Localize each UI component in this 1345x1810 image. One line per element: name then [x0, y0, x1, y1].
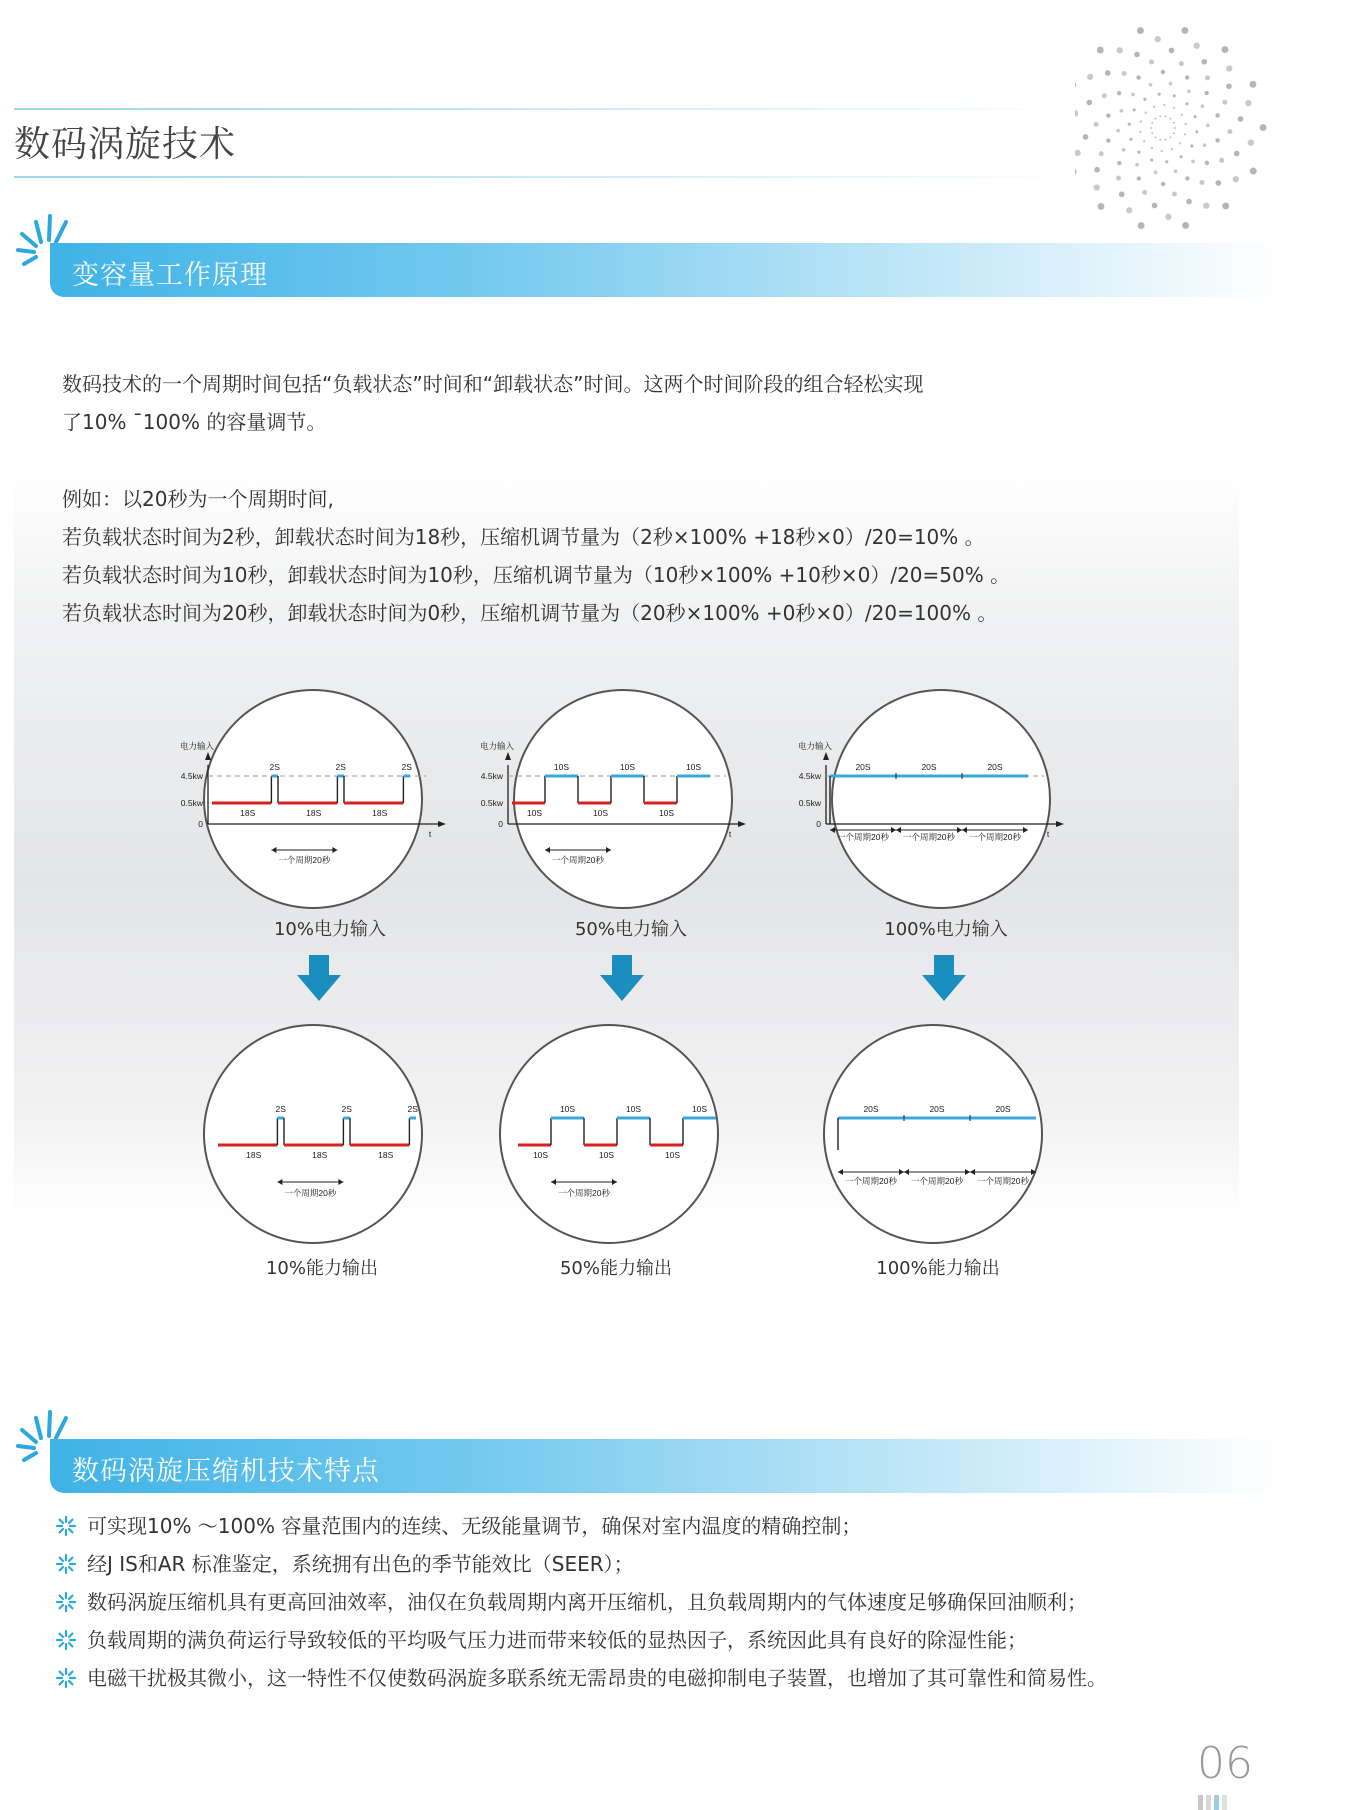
- swirl-dot: [1154, 171, 1158, 175]
- swirl-dot: [1136, 75, 1140, 79]
- t-label: t: [428, 829, 432, 839]
- snowflake-bullet-icon: [55, 1591, 77, 1613]
- y-axis-arrowhead: [505, 752, 511, 760]
- y-axis-label: 电力输入: [180, 741, 215, 751]
- swirl-dot: [1153, 106, 1155, 108]
- swirl-dot: [1222, 100, 1227, 105]
- period-arrowhead: [830, 827, 835, 833]
- swirl-dot: [1106, 113, 1110, 117]
- unload-label: 18S: [306, 808, 322, 818]
- t-label: t: [728, 829, 732, 839]
- load-label: 2S: [401, 762, 412, 772]
- unload-label: 10S: [658, 808, 675, 818]
- y-tick-low: 0.5kw: [180, 798, 203, 808]
- swirl-dot: [1205, 75, 1210, 80]
- swirl-dot: [1194, 115, 1197, 118]
- load-label: 10S: [691, 1104, 708, 1114]
- swirl-dot: [1145, 111, 1147, 113]
- unload-label: 10S: [532, 1150, 549, 1160]
- swirl-dot: [1206, 124, 1210, 128]
- swirl-dot: [1075, 82, 1076, 89]
- period-label: 一个周期20秒: [911, 1176, 963, 1186]
- period-arrowhead: [1031, 1169, 1036, 1175]
- down-arrow-icon: [920, 955, 968, 1001]
- swirl-dot: [1249, 81, 1256, 88]
- load-label: 2S: [341, 1104, 352, 1114]
- swirl-dot: [1150, 127, 1152, 129]
- swirl-dot: [1097, 47, 1104, 54]
- intro-line-1: 数码技术的一个周期时间包括“负载状态”时间和“卸载状态”时间。这两个时间阶段的组合轻松实现: [62, 372, 924, 396]
- period-label: 一个周期20秒: [977, 1176, 1029, 1186]
- load-label: 10S: [619, 762, 636, 772]
- y-axis-arrowhead: [823, 752, 829, 760]
- swirl-dot: [1159, 115, 1161, 117]
- load-label: 2S: [275, 1104, 286, 1114]
- header-rule-top: [14, 108, 1064, 110]
- swirl-dot: [1149, 83, 1153, 87]
- swirl-dot: [1116, 129, 1120, 133]
- example-title: 例如：以20秒为一个周期时间,: [62, 487, 334, 511]
- swirl-dot: [1106, 138, 1110, 142]
- swirl-dot: [1075, 110, 1078, 116]
- snowflake-bullet-icon: [55, 1629, 77, 1651]
- swirl-dot: [1227, 129, 1232, 134]
- swirl-dot: [1185, 176, 1189, 180]
- swirl-dot: [1116, 176, 1121, 181]
- swirl-dot: [1129, 138, 1132, 141]
- swirl-dot: [1174, 169, 1178, 173]
- feature-item: [55, 1548, 634, 1577]
- swirl-dot: [1184, 123, 1186, 125]
- period-arrowhead: [277, 1179, 282, 1185]
- swirl-dot: [1151, 122, 1153, 124]
- swirl-dot: [1155, 118, 1157, 120]
- period-arrowhead: [606, 847, 611, 853]
- period-arrowhead: [899, 1169, 904, 1175]
- page-bars-decoration: [1198, 1795, 1238, 1810]
- swirl-dot: [1195, 130, 1198, 133]
- swirl-dot: [1086, 100, 1092, 106]
- unload-label: 18S: [246, 1150, 262, 1160]
- page-title: 数码涡旋技术: [14, 124, 237, 165]
- snowflake-bullet-icon: [55, 1667, 77, 1689]
- x-axis-arrowhead: [738, 821, 746, 827]
- unload-label: 10S: [592, 808, 609, 818]
- swirl-dot: [1219, 158, 1224, 163]
- swirl-dot: [1173, 122, 1175, 124]
- period-arrowhead: [838, 1169, 843, 1175]
- swirl-dot: [1174, 127, 1176, 129]
- input-caption-100: 100%电力输入: [884, 919, 1008, 940]
- swirl-dot: [1158, 93, 1161, 96]
- snowflake-bullet-icon: [55, 1515, 77, 1537]
- swirl-dot: [1150, 159, 1153, 162]
- feature-item: [55, 1624, 1027, 1653]
- swirl-dot: [1173, 107, 1175, 109]
- swirl-dot: [1215, 113, 1219, 117]
- swirl-dot: [1155, 36, 1161, 42]
- feature-item: [55, 1510, 861, 1539]
- input-diagrams: [0, 680, 1345, 920]
- swirl-dot: [1143, 98, 1146, 101]
- swirl-dot: [1238, 116, 1244, 122]
- unload-label: 18S: [378, 1150, 394, 1160]
- swirl-dot: [1094, 167, 1100, 173]
- feature-item: [55, 1586, 1087, 1615]
- swirl-dot: [1185, 75, 1189, 79]
- swirl-dot: [1143, 140, 1145, 142]
- swirl-dot: [1205, 161, 1209, 165]
- swirl-dot: [1149, 60, 1154, 65]
- y-tick-high: 4.5kw: [798, 771, 821, 781]
- swirl-dot: [1201, 59, 1207, 65]
- swirl-dot: [1120, 109, 1124, 113]
- swirl-dot: [1194, 43, 1200, 49]
- swirl-dot: [1131, 93, 1135, 97]
- swirl-dot: [1169, 82, 1173, 86]
- swirl-dot: [1102, 93, 1107, 98]
- unload-label: 18S: [372, 808, 388, 818]
- swirl-dot: [1135, 163, 1139, 167]
- load-label: 10S: [559, 1104, 576, 1114]
- unload-label: 18S: [312, 1150, 328, 1160]
- feature-text: 经J IS和AR 标准鉴定，系统拥有出色的季节能效比（SEER）；: [87, 1552, 634, 1576]
- period-arrowhead: [1023, 827, 1028, 833]
- period-arrowhead: [962, 827, 967, 833]
- load-label: 2S: [269, 762, 280, 772]
- swirl-dot: [1105, 70, 1111, 76]
- swirl-dot: [1165, 139, 1167, 141]
- output-caption-100: 100%能力输出: [876, 1258, 1000, 1279]
- swirl-dot: [1234, 151, 1240, 157]
- y-axis-label: 电力输入: [480, 741, 515, 751]
- unload-label: 10S: [598, 1150, 615, 1160]
- swirl-dot: [1205, 91, 1209, 95]
- swirl-dot: [1222, 202, 1229, 209]
- swirl-dot: [1161, 70, 1165, 74]
- unload-label: 10S: [664, 1150, 681, 1160]
- period-arrowhead: [904, 1169, 909, 1175]
- period-arrowhead: [271, 847, 276, 853]
- period-arrowhead: [612, 1179, 617, 1185]
- swirl-dot: [1165, 115, 1167, 117]
- section1-title: 变容量工作原理: [72, 260, 268, 291]
- period-arrowhead: [896, 827, 901, 833]
- swirl-dot: [1215, 138, 1219, 142]
- snowflake-bullet-icon: [55, 1553, 77, 1575]
- swirl-dot: [1181, 27, 1188, 34]
- swirl-dot: [1117, 47, 1123, 53]
- y-tick-low: 0.5kw: [480, 798, 503, 808]
- swirl-dot: [1165, 160, 1168, 163]
- y-tick-high: 4.5kw: [180, 771, 203, 781]
- feature-text: 电磁干扰极其微小，这一特性不仅使数码涡旋多联系统无需昂贵的电磁抑制电子装置，也增加了其可靠性和简易性。: [87, 1666, 1107, 1690]
- load-label: 20S: [855, 762, 871, 772]
- load-label: 20S: [995, 1104, 1011, 1114]
- y-tick-low: 0.5kw: [798, 798, 821, 808]
- swirl-dot: [1182, 222, 1189, 229]
- swirl-dot: [1139, 131, 1141, 133]
- swirl-dot: [1181, 113, 1183, 115]
- swirl-dot: [1137, 151, 1140, 154]
- swirl-dot: [1128, 123, 1131, 126]
- swirl-dot: [1122, 148, 1126, 152]
- period-arrowhead: [957, 827, 962, 833]
- load-label: 20S: [921, 762, 937, 772]
- swirl-dot: [1151, 147, 1153, 149]
- swirl-dot: [1233, 176, 1239, 182]
- swirl-dot: [1075, 150, 1081, 156]
- swirl-dot: [1170, 137, 1172, 139]
- swirl-dot: [1184, 133, 1186, 135]
- origin-label: 0: [498, 819, 503, 829]
- input-caption-50: 50%电力输入: [574, 919, 687, 940]
- swirl-decoration: [1075, 18, 1285, 248]
- swirl-dot: [1087, 74, 1093, 80]
- output-diagrams: [0, 1020, 1345, 1250]
- swirl-dot: [1203, 143, 1207, 147]
- swirl-dot: [1161, 182, 1165, 186]
- swirl-dot: [1119, 191, 1125, 197]
- period-label: 一个周期20秒: [969, 832, 1021, 842]
- swirl-dot: [1163, 104, 1165, 106]
- swirl-dot: [1185, 102, 1188, 105]
- swirl-dot: [1099, 151, 1104, 156]
- swirl-dot: [1222, 46, 1229, 53]
- load-label: 10S: [625, 1104, 642, 1114]
- swirl-dot: [1094, 122, 1099, 127]
- swirl-dot: [1152, 203, 1158, 209]
- output-caption-10: 10%能力输出: [265, 1258, 378, 1279]
- swirl-dot: [1199, 180, 1204, 185]
- output-caption-50: 50%能力输出: [559, 1258, 672, 1279]
- swirl-dot: [1138, 222, 1145, 229]
- swirl-dot: [1155, 137, 1157, 139]
- swirl-dot: [1151, 132, 1153, 134]
- header-rule-bottom: [14, 176, 1064, 178]
- swirl-dot: [1075, 168, 1077, 175]
- down-arrow-icon: [295, 955, 343, 1001]
- example-line-3: 若负载状态时间为20秒，卸载状态时间为0秒，压缩机调节量为（20秒×100% +0秒×0）/20=100% 。: [62, 601, 998, 625]
- example-line-2: 若负载状态时间为10秒，卸载状态时间为10秒，压缩机调节量为（10秒×100% +10秒×0）/20=50% 。: [62, 563, 1011, 587]
- unload-label: 18S: [240, 808, 256, 818]
- swirl-dot: [1179, 61, 1184, 66]
- swirl-dot: [1094, 184, 1100, 190]
- load-label: 20S: [987, 762, 1003, 772]
- swirl-dot: [1180, 155, 1183, 158]
- swirl-dot: [1260, 124, 1267, 131]
- swirl-dot: [1187, 89, 1191, 93]
- swirl-dot: [1191, 160, 1195, 164]
- swirl-dot: [1159, 139, 1161, 141]
- down-arrow-icon: [598, 955, 646, 1001]
- swirl-dot: [1186, 199, 1192, 205]
- period-label: 一个周期20秒: [284, 1188, 337, 1198]
- period-arrowhead: [965, 1169, 970, 1175]
- period-label: 一个周期20秒: [278, 855, 331, 865]
- swirl-dot: [1137, 27, 1144, 34]
- swirl-dot: [1133, 108, 1136, 111]
- intro-line-2: 了10% ¯100% 的容量调节。: [62, 410, 327, 434]
- swirl-dot: [1170, 118, 1172, 120]
- load-label: 20S: [929, 1104, 945, 1114]
- feature-text: 数码涡旋压缩机具有更高回油效率，油仅在负载周期内离开压缩机，且负载周期内的气体速度足够确保回油顺利；: [87, 1590, 1087, 1614]
- swirl-dot: [1172, 192, 1177, 197]
- period-label: 一个周期20秒: [845, 1176, 897, 1186]
- section2-title: 数码涡旋压缩机技术特点: [72, 1456, 380, 1487]
- y-axis-arrowhead: [205, 752, 211, 760]
- swirl-dot: [1201, 104, 1205, 108]
- y-axis-label: 电力输入: [798, 741, 833, 751]
- swirl-dot: [1083, 134, 1089, 140]
- swirl-dot: [1122, 71, 1127, 76]
- period-label: 一个周期20秒: [837, 832, 889, 842]
- load-label: 10S: [685, 762, 702, 772]
- swirl-dot: [1117, 161, 1121, 165]
- y-tick-high: 4.5kw: [480, 771, 503, 781]
- page-number: 06: [1197, 1738, 1253, 1789]
- period-label: 一个周期20秒: [552, 855, 604, 865]
- swirl-dot: [1250, 168, 1257, 175]
- t-label: t: [1046, 829, 1050, 839]
- swirl-dot: [1173, 94, 1176, 97]
- feature-text: 可实现10% ～100% 容量范围内的连续、无级能量调节，确保对室内温度的精确控制；: [87, 1514, 862, 1538]
- input-caption-10: 10%电力输入: [273, 919, 386, 940]
- feature-text: 负载周期的满负荷运行导致较低的平均吸气压力进而带来较低的显热因子，系统因此具有良好的除湿性能；: [87, 1628, 1027, 1652]
- x-axis-arrowhead: [438, 821, 446, 827]
- period-arrowhead: [545, 847, 550, 853]
- period-arrowhead: [332, 847, 337, 853]
- swirl-dot: [1173, 132, 1175, 134]
- swirl-dot: [1098, 203, 1105, 210]
- swirl-dot: [1142, 190, 1147, 195]
- swirl-dot: [1226, 83, 1232, 89]
- period-arrowhead: [970, 1169, 975, 1175]
- swirl-dot: [1190, 145, 1193, 148]
- swirl-dot: [1215, 180, 1221, 186]
- swirl-dot: [1169, 48, 1175, 54]
- origin-label: 0: [816, 819, 821, 829]
- load-label: 2S: [407, 1104, 418, 1114]
- swirl-dot: [1126, 207, 1132, 213]
- period-label: 一个周期20秒: [903, 832, 955, 842]
- load-label: 10S: [553, 762, 570, 772]
- swirl-dot: [1117, 91, 1121, 95]
- swirl-dot: [1140, 120, 1142, 122]
- swirl-dot: [1226, 65, 1232, 71]
- swirl-dot: [1245, 100, 1251, 106]
- period-arrowhead: [551, 1179, 556, 1185]
- swirl-dot: [1137, 176, 1141, 180]
- swirl-dot: [1171, 148, 1173, 150]
- period-arrowhead: [338, 1179, 343, 1185]
- swirl-dot: [1203, 203, 1209, 209]
- swirl-dot: [1165, 214, 1171, 220]
- section2-band: [50, 1439, 1280, 1493]
- swirl-dot: [1134, 52, 1140, 58]
- swirl-dot: [1179, 142, 1181, 144]
- origin-label: 0: [198, 819, 203, 829]
- unload-label: 10S: [526, 808, 543, 818]
- swirl-dot: [1160, 150, 1162, 152]
- swirl-dot: [1248, 139, 1254, 145]
- load-label: 20S: [863, 1104, 879, 1114]
- load-label: 2S: [335, 762, 346, 772]
- period-arrowhead: [891, 827, 896, 833]
- section1-band: [50, 243, 1280, 297]
- feature-item: [55, 1662, 1107, 1691]
- period-label: 一个周期20秒: [558, 1188, 610, 1198]
- example-line-1: 若负载状态时间为2秒，卸载状态时间为18秒，压缩机调节量为（2秒×100% +18秒×0）/20=10% 。: [62, 525, 985, 549]
- x-axis-arrowhead: [1056, 821, 1064, 827]
